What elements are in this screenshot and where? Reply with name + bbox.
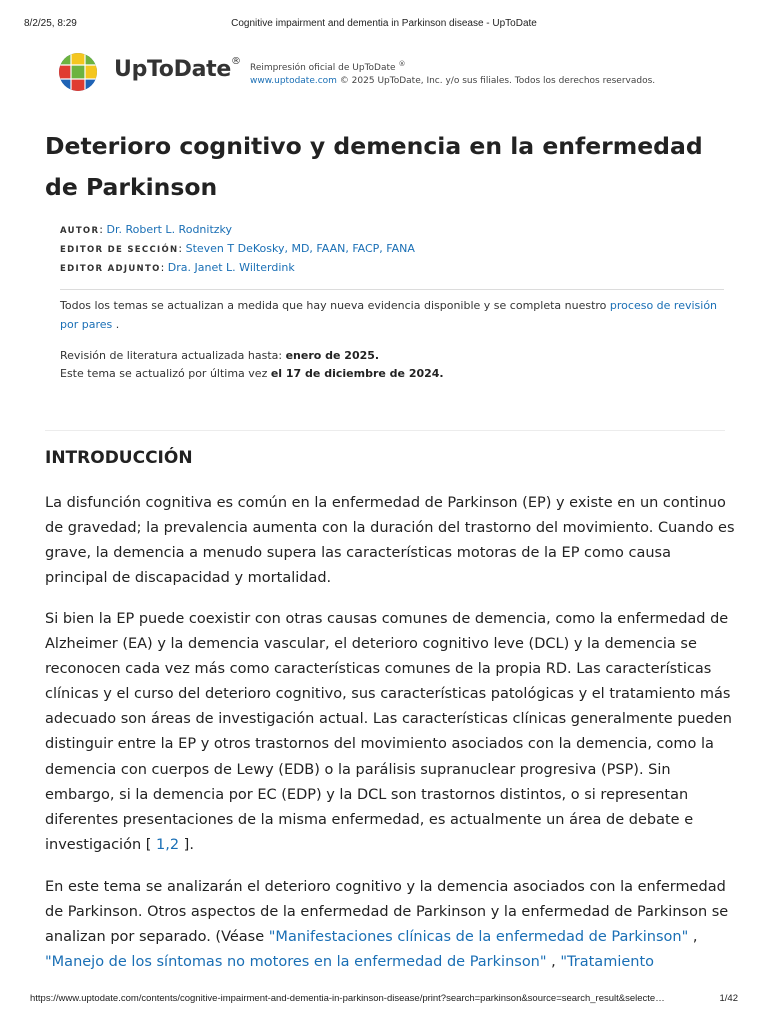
topic-link-treatment[interactable]: "Tratamiento [560, 954, 655, 971]
contributor-name-link[interactable]: Dra. Janet L. Wilterdink [167, 261, 295, 274]
contributor-name-link[interactable]: Steven T DeKosky, MD, FAAN, FACP, FANA [185, 242, 415, 255]
print-doc-title: Cognitive impairment and dementia in Parkinson disease - UpToDate [231, 18, 537, 29]
intro-paragraph-3: En este tema se analizarán el deterioro cognitivo y la demencia asociados con la enfermedad de Parkinson. Otros aspectos de la enfermedad de Parkinson y la enfermedad de Parkinson se analizan por separado. (Véase "Manifestaciones clínicas de la enfermedad de Parkinson" , "Manejo de los síntomas no motores en la enfermedad de Parkinson" , "Tratamiento [45, 879, 729, 971]
logo-wordmark: UpToDate® [114, 56, 241, 82]
update-policy-note: Todos los temas se actualizan a medida que hay nueva evidencia disponible y se completa nuestro proceso de revisión por pares . [60, 299, 718, 331]
divider [60, 289, 724, 290]
contributors-list [60, 221, 415, 278]
print-url: https://www.uptodate.com/contents/cognitive-impairment-and-dementia-in-parkinson-disease/print?search=parkinson&source=search_result&selecte… [30, 993, 665, 1004]
contributor-section-editor: EDITOR DE SECCIÓN: Steven T DeKosky, MD, FAAN, FACP, FANA [60, 242, 415, 255]
last-updated-date: el 17 de diciembre de 2024. [270, 367, 444, 380]
contributor-role: EDITOR DE SECCIÓN [60, 245, 179, 255]
reference-link[interactable]: 1,2 [156, 836, 180, 853]
peer-review-link[interactable]: proceso de revisión por pares [60, 299, 718, 331]
print-date: 8/2/25, 8:29 [24, 18, 77, 29]
globe-logo-icon [58, 52, 98, 92]
contributor-role: EDITOR ADJUNTO [60, 264, 161, 274]
contributor-role: AUTOR [60, 226, 100, 236]
review-dates: Revisión de literatura actualizada hasta: enero de 2025. Este tema se actualizó por última vez el 17 de diciembre de 2024. [60, 349, 444, 380]
section-heading-introduction: INTRODUCCIÓN [45, 448, 193, 468]
uptodate-site-link[interactable]: www.uptodate.com [250, 76, 337, 86]
contributor-author: AUTOR: Dr. Robert L. Rodnitzky [60, 223, 233, 236]
page-number: 1/42 [719, 993, 738, 1004]
intro-paragraph-2: Si bien la EP puede coexistir con otras causas comunes de demencia, como la enfermedad de Alzheimer (EA) y la demencia vascular, el deterioro cognitivo leve (DCL) y la demencia se reconocen cada vez más como características comunes de la propia RD. Las características clínicas y el curso del deterioro cognitivo, sus características patológicas y el tratamiento más adecuado son áreas de investigación actual. Las características clínicas generalmente pueden distinguir entre la EP y otros trastornos del movimiento asociados con la demencia, como la demencia con cuerpos de Lewy (EDB) o la parálisis supranuclear progresiva (PSP). Sin embargo, si la demencia por EC (EDP) y la DCL son trastornos distintos, o si representan diferentes presentaciones de la misma enfermedad, es actualmente un área de debate e investigación [ 1,2 ]. [45, 611, 732, 853]
topic-link-clinical-manifestations[interactable]: "Manifestaciones clínicas de la enfermedad de Parkinson" [268, 929, 689, 946]
contributor-deputy-editor: EDITOR ADJUNTO: Dra. Janet L. Wilterdink [60, 261, 295, 274]
literature-review-date: enero de 2025. [285, 349, 380, 362]
topic-link-nonmotor-management[interactable]: "Manejo de los síntomas no motores en la enfermedad de Parkinson" [45, 954, 547, 971]
contributor-name-link[interactable]: Dr. Robert L. Rodnitzky [106, 223, 233, 236]
divider [45, 430, 725, 431]
reprint-notice: Reimpresión oficial de UpToDate ® www.uptodate.com © 2025 UpToDate, Inc. y/o sus filiales. Todos los derechos reservados. [250, 60, 656, 86]
uptodate-logo[interactable] [58, 52, 248, 96]
article-title: Deterioro cognitivo y demencia en la enfermedad de Parkinson [45, 132, 703, 201]
intro-paragraph-1: La disfunción cognitiva es común en la enfermedad de Parkinson (EP) y existe en un continuo de gravedad; la prevalencia aumenta con la duración del trastorno del movimiento. Cuando es grave, la demencia a menudo supera las características motoras de la EP como causa principal de discapacidad y mortalidad. [45, 495, 735, 587]
